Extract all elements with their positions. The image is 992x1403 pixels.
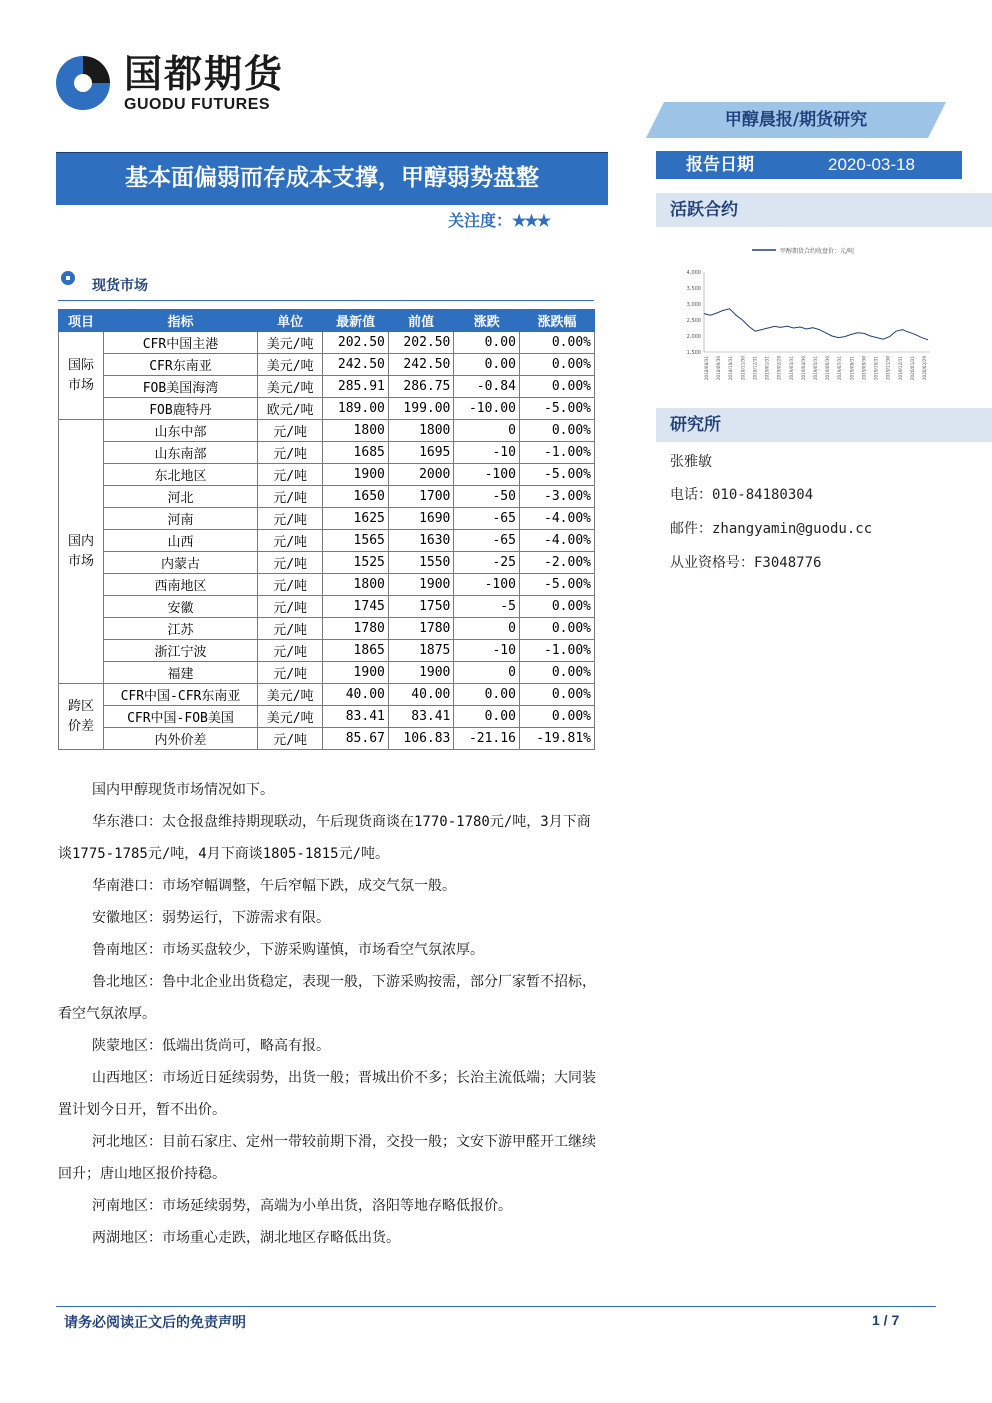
- change-pct-cell: 0.00%: [519, 662, 594, 684]
- previous-value-cell: 1750: [388, 596, 454, 618]
- previous-value-cell: 2000: [388, 464, 454, 486]
- indicator-cell: 安徽: [104, 596, 258, 618]
- active-contract-title: 活跃合约: [670, 200, 738, 220]
- table-row: [59, 640, 595, 662]
- change-pct-cell: 0.00%: [519, 420, 594, 442]
- x-tick-label: 2019/10/31: [873, 356, 879, 381]
- paragraph: 鲁北地区：鲁中北企业出货稳定，表现一般，下游采购按需，部分厂家暂不招标，看空气氛浓厚。: [58, 974, 596, 1022]
- change-cell: -65: [454, 508, 520, 530]
- previous-value-cell: 1630: [388, 530, 454, 552]
- change-pct-cell: 0.00%: [519, 684, 594, 706]
- x-tick-label: 2018/10/31: [728, 356, 734, 381]
- indicator-cell: CFR东南亚: [104, 354, 258, 376]
- latest-value-cell: 1525: [323, 552, 389, 574]
- table-row: [59, 398, 595, 420]
- latest-value-cell: 1800: [323, 420, 389, 442]
- section-divider: [58, 300, 594, 301]
- paragraph: 河北地区：目前石家庄、定州一带较前期下滑，交投一般；文安下游甲醛开工继续回升；唐山地区报价持稳。: [58, 1134, 596, 1182]
- star-rating-icon: ★★★: [512, 211, 550, 230]
- guodu-logo-icon: [52, 52, 114, 114]
- x-tick-label: 2019/11/30: [885, 356, 891, 381]
- previous-value-cell: 1900: [388, 574, 454, 596]
- unit-cell: 美元/吨: [257, 332, 322, 354]
- change-cell: 0: [454, 618, 520, 640]
- unit-cell: 元/吨: [257, 486, 322, 508]
- change-cell: -10: [454, 442, 520, 464]
- indicator-cell: 河南: [104, 508, 258, 530]
- indicator-cell: 西南地区: [104, 574, 258, 596]
- change-cell: -5: [454, 596, 520, 618]
- indicator-cell: 江苏: [104, 618, 258, 640]
- footer-divider: [56, 1306, 936, 1307]
- change-pct-cell: 0.00%: [519, 618, 594, 640]
- change-pct-cell: -5.00%: [519, 398, 594, 420]
- attention-rating: [448, 208, 549, 231]
- change-pct-cell: -4.00%: [519, 530, 594, 552]
- x-tick-label: 2019/12/31: [897, 356, 903, 381]
- latest-value-cell: 1565: [323, 530, 389, 552]
- latest-value-cell: 1800: [323, 574, 389, 596]
- change-pct-cell: -2.00%: [519, 552, 594, 574]
- change-pct-cell: 0.00%: [519, 706, 594, 728]
- table-row: [59, 508, 595, 530]
- indicator-cell: 内蒙古: [104, 552, 258, 574]
- table-row: [59, 486, 595, 508]
- change-pct-cell: 0.00%: [519, 376, 594, 398]
- y-tick-label: 3,500: [686, 286, 701, 292]
- logo-english-name: GUODU FUTURES: [124, 96, 271, 113]
- indicator-cell: 山西: [104, 530, 258, 552]
- indicator-cell: 山东中部: [104, 420, 258, 442]
- x-tick-label: 2019/04/30: [800, 356, 806, 381]
- unit-cell: 元/吨: [257, 618, 322, 640]
- table-row: [59, 728, 595, 750]
- table-row: [59, 706, 595, 728]
- change-pct-cell: -5.00%: [519, 464, 594, 486]
- column-header: 最新值: [323, 310, 389, 332]
- unit-cell: 元/吨: [257, 508, 322, 530]
- latest-value-cell: 1900: [323, 662, 389, 684]
- x-tick-label: 2019/05/31: [813, 356, 818, 381]
- paragraph: 山西地区：市场近日延续弱势，出货一般；晋城出价不多；长治主流低端；大同装置计划今日开，暂不出价。: [58, 1070, 596, 1118]
- x-tick-label: 2019/07/31: [837, 356, 843, 381]
- table-row: [59, 464, 595, 486]
- previous-value-cell: 106.83: [388, 728, 454, 750]
- unit-cell: 元/吨: [257, 574, 322, 596]
- group-label: 国际市场: [59, 332, 104, 420]
- paragraph: 鲁南地区：市场买盘较少，下游采购谨慎，市场看空气氛浓厚。: [92, 942, 484, 958]
- change-pct-cell: 0.00%: [519, 332, 594, 354]
- series-line: [704, 309, 928, 340]
- analyst-email[interactable]: 邮件：zhangyamin@guodu.cc: [670, 521, 873, 537]
- change-cell: -10: [454, 640, 520, 662]
- change-cell: -21.16: [454, 728, 520, 750]
- x-tick-label: 2019/01/31: [764, 356, 770, 381]
- change-pct-cell: -5.00%: [519, 574, 594, 596]
- indicator-cell: 山东南部: [104, 442, 258, 464]
- previous-value-cell: 1690: [388, 508, 454, 530]
- change-cell: -50: [454, 486, 520, 508]
- paragraph: 安徽地区：弱势运行，下游需求有限。: [92, 910, 330, 926]
- latest-value-cell: 202.50: [323, 332, 389, 354]
- column-header: 涨跌幅: [519, 310, 594, 332]
- legend-label: 甲醇期货合约收盘价：元/吨: [780, 248, 855, 255]
- change-cell: -25: [454, 552, 520, 574]
- x-tick-label: 2019/08/31: [849, 356, 855, 381]
- x-tick-label: 2020/02/29: [922, 356, 927, 381]
- unit-cell: 美元/吨: [257, 376, 322, 398]
- table-row: [59, 332, 595, 354]
- unit-cell: 元/吨: [257, 640, 322, 662]
- page-title: 基本面偏弱而存成本支撑，甲醇弱势盘整: [125, 164, 539, 191]
- change-pct-cell: 0.00%: [519, 596, 594, 618]
- y-tick-label: 2,500: [686, 318, 701, 324]
- column-header: 指标: [104, 310, 258, 332]
- y-tick-label: 4,000: [686, 270, 701, 276]
- x-tick-label: 2018/12/31: [752, 356, 758, 381]
- report-type-label: 甲醇晨报/期货研究: [724, 110, 868, 130]
- latest-value-cell: 40.00: [323, 684, 389, 706]
- previous-value-cell: 242.50: [388, 354, 454, 376]
- change-pct-cell: 0.00%: [519, 354, 594, 376]
- indicator-cell: FOB鹿特丹: [104, 398, 258, 420]
- unit-cell: 元/吨: [257, 530, 322, 552]
- column-header: 涨跌: [454, 310, 520, 332]
- previous-value-cell: 1800: [388, 420, 454, 442]
- x-tick-label: 2018/08/31: [704, 356, 709, 381]
- change-cell: 0: [454, 420, 520, 442]
- latest-value-cell: 83.41: [323, 706, 389, 728]
- chart-axis: [704, 272, 930, 352]
- column-header: 前值: [388, 310, 454, 332]
- x-tick-label: 2019/03/31: [788, 356, 794, 381]
- x-tick-label: 2019/06/30: [825, 356, 831, 381]
- analyst-name: 张雅敏: [670, 454, 712, 470]
- indicator-cell: 河北: [104, 486, 258, 508]
- change-cell: -100: [454, 464, 520, 486]
- previous-value-cell: 83.41: [388, 706, 454, 728]
- table-row: [59, 354, 595, 376]
- column-header: 项目: [59, 310, 104, 332]
- table-row: [59, 376, 595, 398]
- latest-value-cell: 85.67: [323, 728, 389, 750]
- table-row: [59, 618, 595, 640]
- indicator-cell: 福建: [104, 662, 258, 684]
- group-label: 跨区价差: [59, 684, 104, 750]
- paragraph: 两湖地区：市场重心走跌，湖北地区存略低出货。: [92, 1230, 400, 1246]
- change-pct-cell: -1.00%: [519, 442, 594, 464]
- change-cell: -0.84: [454, 376, 520, 398]
- report-date-value: 2020-03-18: [828, 155, 915, 174]
- latest-value-cell: 1685: [323, 442, 389, 464]
- previous-value-cell: 1875: [388, 640, 454, 662]
- y-tick-label: 3,000: [686, 302, 701, 308]
- unit-cell: 美元/吨: [257, 354, 322, 376]
- paragraph: 华南港口：市场窄幅调整，午后窄幅下跌，成交气氛一般。: [92, 878, 456, 894]
- latest-value-cell: 242.50: [323, 354, 389, 376]
- table-row: [59, 552, 595, 574]
- unit-cell: 元/吨: [257, 728, 322, 750]
- unit-cell: 元/吨: [257, 464, 322, 486]
- table-row: [59, 530, 595, 552]
- analyst-phone: 电话：010-84180304: [670, 487, 814, 503]
- spot-market-table: [58, 309, 595, 750]
- latest-value-cell: 1900: [323, 464, 389, 486]
- body-text: [58, 774, 603, 1254]
- indicator-cell: 浙江宁波: [104, 640, 258, 662]
- table-row: [59, 596, 595, 618]
- latest-value-cell: 285.91: [323, 376, 389, 398]
- table-header-row: [59, 310, 595, 332]
- table-row: [59, 442, 595, 464]
- paragraph: 河南地区：市场延续弱势，高端为小单出货，洛阳等地存略低报价。: [92, 1198, 512, 1214]
- change-cell: -10.00: [454, 398, 520, 420]
- previous-value-cell: 286.75: [388, 376, 454, 398]
- change-cell: -100: [454, 574, 520, 596]
- previous-value-cell: 1695: [388, 442, 454, 464]
- spot-market-heading: 现货市场: [92, 278, 148, 294]
- unit-cell: 元/吨: [257, 420, 322, 442]
- latest-value-cell: 1745: [323, 596, 389, 618]
- latest-value-cell: 1865: [323, 640, 389, 662]
- table-row: [59, 574, 595, 596]
- x-tick-label: 2019/02/28: [776, 356, 782, 381]
- change-cell: 0: [454, 662, 520, 684]
- y-tick-label: 1,500: [686, 350, 701, 356]
- x-tick-label: 2019/09/30: [861, 356, 867, 381]
- latest-value-cell: 1650: [323, 486, 389, 508]
- previous-value-cell: 1900: [388, 662, 454, 684]
- group-label: 国内市场: [59, 420, 104, 684]
- change-pct-cell: -19.81%: [519, 728, 594, 750]
- unit-cell: 美元/吨: [257, 706, 322, 728]
- x-tick-label: 2018/11/30: [740, 356, 746, 381]
- previous-value-cell: 202.50: [388, 332, 454, 354]
- active-contract-chart: [676, 240, 942, 400]
- unit-cell: 元/吨: [257, 442, 322, 464]
- indicator-cell: FOB美国海湾: [104, 376, 258, 398]
- analyst-license: 从业资格号：F3048776: [670, 555, 822, 571]
- y-tick-label: 2,000: [686, 334, 701, 340]
- change-cell: 0.00: [454, 706, 520, 728]
- disclaimer-link[interactable]: 请务必阅读正文后的免责声明: [64, 1315, 246, 1331]
- unit-cell: 元/吨: [257, 662, 322, 684]
- change-pct-cell: -1.00%: [519, 640, 594, 662]
- table-row: [59, 684, 595, 706]
- indicator-cell: CFR中国-CFR东南亚: [104, 684, 258, 706]
- indicator-cell: CFR中国主港: [104, 332, 258, 354]
- change-cell: 0.00: [454, 684, 520, 706]
- unit-cell: 元/吨: [257, 552, 322, 574]
- logo-chinese-name: 国都期货: [124, 51, 285, 96]
- indicator-cell: 东北地区: [104, 464, 258, 486]
- page-number: 1 / 7: [872, 1312, 900, 1328]
- change-pct-cell: -3.00%: [519, 486, 594, 508]
- research-title: 研究所: [670, 415, 721, 435]
- table-row: [59, 662, 595, 684]
- latest-value-cell: 189.00: [323, 398, 389, 420]
- column-header: 单位: [257, 310, 322, 332]
- x-tick-label: 2018/09/30: [716, 356, 722, 381]
- change-cell: -65: [454, 530, 520, 552]
- change-cell: 0.00: [454, 332, 520, 354]
- previous-value-cell: 40.00: [388, 684, 454, 706]
- previous-value-cell: 1780: [388, 618, 454, 640]
- report-date-label: 报告日期: [686, 155, 754, 175]
- previous-value-cell: 199.00: [388, 398, 454, 420]
- paragraph: 华东港口：太仓报盘维持期现联动，午后现货商谈在1770-1780元/吨，3月下商谈1775-1785元/吨，4月下商谈1805-1815元/吨。: [58, 814, 591, 862]
- indicator-cell: CFR中国-FOB美国: [104, 706, 258, 728]
- indicator-cell: 内外价差: [104, 728, 258, 750]
- change-cell: 0.00: [454, 354, 520, 376]
- latest-value-cell: 1780: [323, 618, 389, 640]
- latest-value-cell: 1625: [323, 508, 389, 530]
- previous-value-cell: 1550: [388, 552, 454, 574]
- unit-cell: 欧元/吨: [257, 398, 322, 420]
- unit-cell: 元/吨: [257, 596, 322, 618]
- paragraph: 陕蒙地区：低端出货尚可，略高有报。: [92, 1038, 330, 1054]
- table-row: [59, 420, 595, 442]
- change-pct-cell: -4.00%: [519, 508, 594, 530]
- paragraph: 国内甲醇现货市场情况如下。: [92, 782, 274, 798]
- attention-label: 关注度：: [448, 211, 513, 230]
- x-tick-label: 2020/01/31: [909, 356, 915, 381]
- section-bullet-icon: [60, 270, 76, 286]
- previous-value-cell: 1700: [388, 486, 454, 508]
- unit-cell: 美元/吨: [257, 684, 322, 706]
